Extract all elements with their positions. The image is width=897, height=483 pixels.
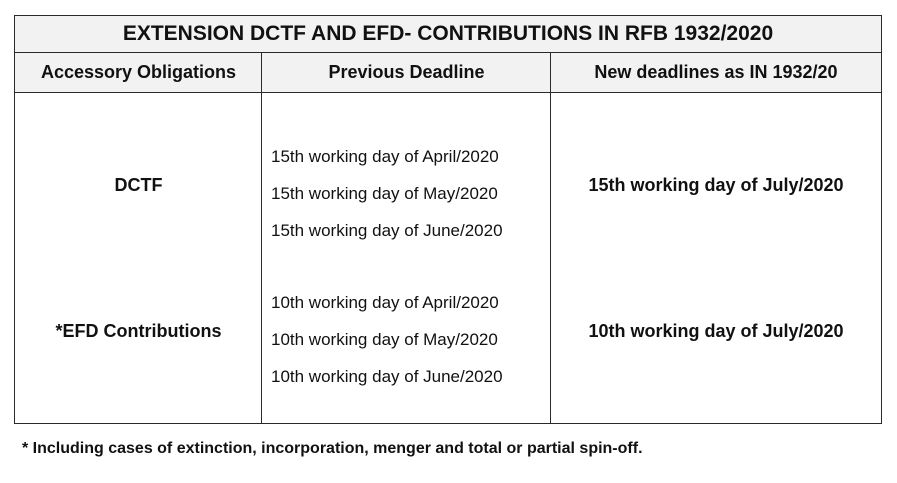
footnote: * Including cases of extinction, incorporation, menger and total or partial spin-off. <box>22 440 643 457</box>
previous-deadline-item: 10th working day of June/2020 <box>271 367 503 386</box>
table-body <box>15 93 881 423</box>
header-new-deadlines: New deadlines as IN 1932/20 <box>594 62 838 82</box>
row-new-deadline-dctf: 15th working day of July/2020 <box>588 175 844 195</box>
previous-deadline-item: 10th working day of May/2020 <box>271 330 498 349</box>
row-obligation-dctf: DCTF <box>114 175 163 195</box>
table-header-row <box>15 53 881 93</box>
previous-deadline-item: 15th working day of June/2020 <box>271 221 503 240</box>
previous-deadline-item: 15th working day of April/2020 <box>271 147 499 166</box>
row-obligation-efd: *EFD Contributions <box>55 321 222 341</box>
row-previous-deadlines-dctf <box>271 138 503 249</box>
header-accessory-obligations: Accessory Obligations <box>40 62 237 82</box>
table-title: EXTENSION DCTF AND EFD- CONTRIBUTIONS IN RFB 1932/2020 <box>15 16 881 53</box>
previous-deadline-item: 15th working day of May/2020 <box>271 184 498 203</box>
row-previous-deadlines-efd <box>271 284 503 395</box>
header-previous-deadline: Previous Deadline <box>328 62 485 82</box>
deadline-table <box>14 15 882 424</box>
row-new-deadline-efd: 10th working day of July/2020 <box>588 321 844 341</box>
previous-deadline-item: 10th working day of April/2020 <box>271 293 499 312</box>
